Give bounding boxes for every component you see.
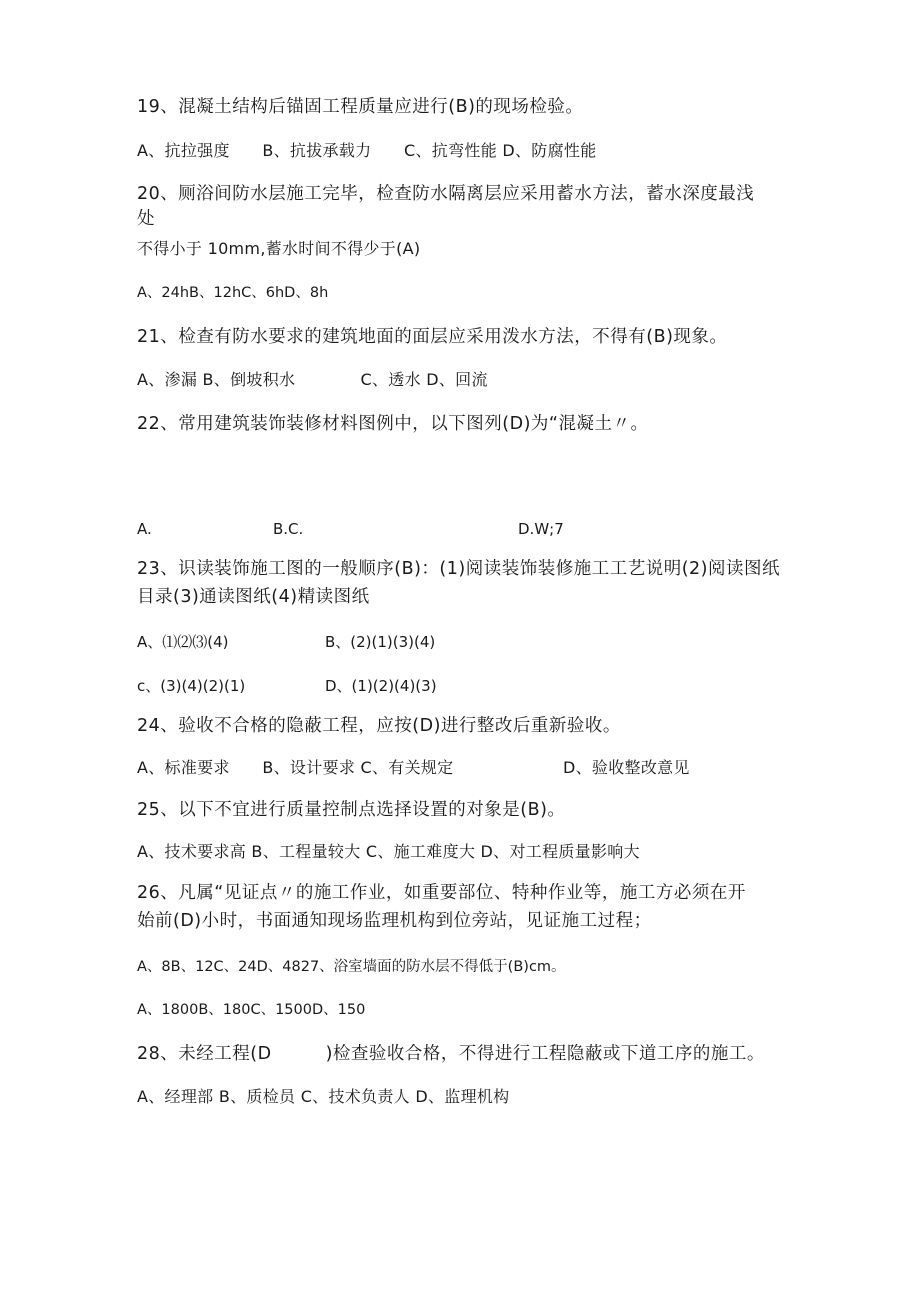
question-20-stem-line3: 不得小于 10mm,蓄水时间不得少于(A) [137, 239, 421, 258]
question-24-options-abc: A、标准要求 B、设计要求 C、有关规定 [137, 758, 454, 777]
question-23-option-b: B、(2)(1)(3)(4) [325, 633, 436, 651]
question-21-options: A、渗漏 B、倒坡积水 C、透水 D、回流 [137, 370, 488, 389]
question-23-option-c: c、(3)(4)(2)(1) [137, 677, 246, 695]
question-23-option-a: A、⑴⑵⑶(4) [137, 633, 229, 651]
question-19-stem: 19、混凝土结构后锚固工程质量应进行(B)的现场检验。 [137, 97, 584, 117]
question-23-option-d: D、(1)(2)(4)(3) [325, 677, 437, 695]
question-26-stem-line2: 始前(D)小时，书面通知现场监理机构到位旁站，见证施工过程； [137, 911, 652, 931]
question-26-27-merged-line: A、8B、12C、24D、4827、浴室墙面的防水层不得低于(B)cm。 [137, 959, 566, 975]
question-25-options: A、技术要求高 B、工程量较大 C、施工难度大 D、对工程质量影响大 [137, 842, 640, 861]
question-22-option-d: D.W;7 [518, 520, 564, 538]
question-22-option-a: A. [137, 520, 152, 538]
question-20-stem-line1: 20、厕浴间防水层施工完毕，检查防水隔离层应采用蓄水方法，蓄水深度最浅 [137, 184, 755, 204]
question-24-option-d: D、验收整改意见 [563, 758, 690, 777]
question-26-stem-line1: 26、凡属“见证点〃的施工作业，如重要部位、特种作业等，施工方必须在开 [137, 883, 746, 903]
question-28-options: A、经理部 B、质检员 C、技术负责人 D、监理机构 [137, 1087, 510, 1106]
question-28-stem: 28、未经工程(D )检查验收合格，不得进行工程隐蔽或下道工序的施工。 [137, 1044, 765, 1064]
question-21-stem: 21、检查有防水要求的建筑地面的面层应采用泼水方法，不得有(B)现象。 [137, 327, 728, 347]
question-23-stem-line2: 目录(3)通读图纸(4)精读图纸 [137, 587, 370, 607]
question-23-stem-line1: 23、识读装饰施工图的一般顺序(B)：(1)阅读装饰装修施工工艺说明(2)阅读图纸 [137, 559, 781, 579]
question-20-options: A、24hB、12hC、6hD、8h [137, 285, 329, 301]
question-22-option-bc: B.C. [273, 520, 304, 538]
question-25-stem: 25、以下不宜进行质量控制点选择设置的对象是(B)。 [137, 800, 566, 820]
question-20-stem-line2: 处 [137, 209, 155, 229]
question-19-options: A、抗拉强度 B、抗拔承载力 C、抗弯性能 D、防腐性能 [137, 141, 597, 160]
question-27-options: A、1800B、180C、1500D、150 [137, 1002, 366, 1018]
question-24-stem: 24、验收不合格的隐蔽工程，应按(D)进行整改后重新验收。 [137, 716, 621, 736]
question-22-stem: 22、常用建筑装饰装修材料图例中，以下图列(D)为“混凝土〃。 [137, 414, 649, 434]
